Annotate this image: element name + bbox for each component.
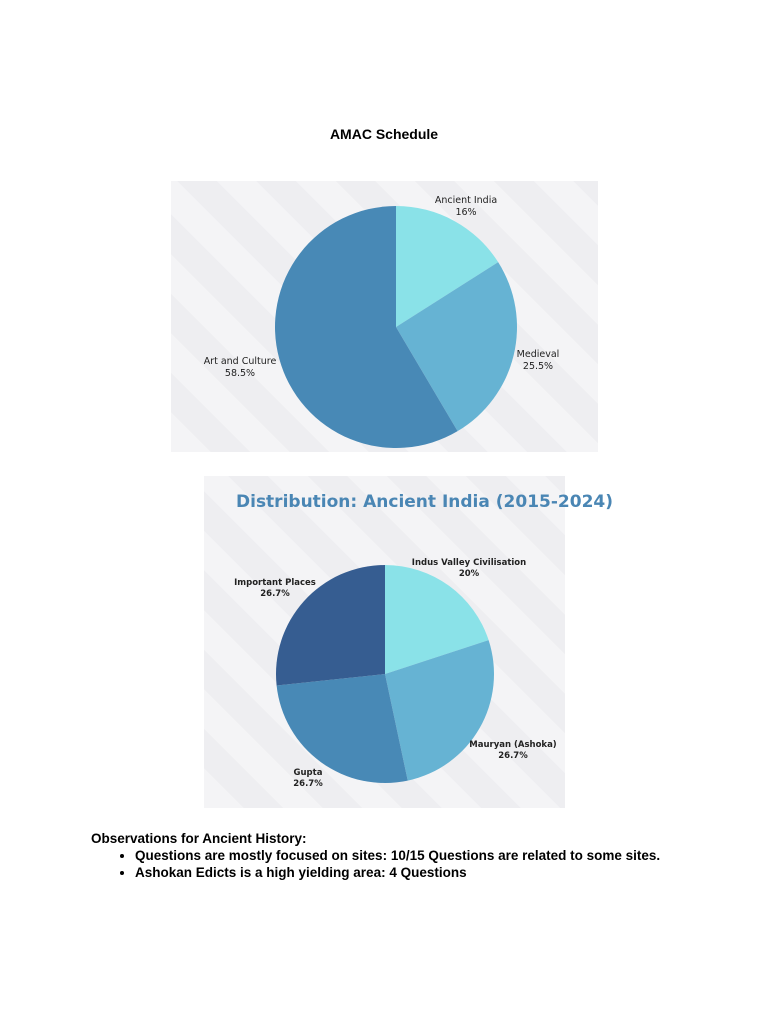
page-title: AMAC Schedule bbox=[329, 126, 439, 142]
pie-label-name: Mauryan (Ashoka) bbox=[469, 740, 557, 750]
observation-item: • Ashokan Edicts is a high yielding area: 4 Questions bbox=[135, 864, 751, 881]
pie-label-name: Ancient India bbox=[434, 195, 498, 206]
pie-label-value: 26.7% bbox=[293, 779, 323, 789]
pie-label-value: 58.5% bbox=[224, 368, 256, 379]
pie-label-value: 16% bbox=[455, 207, 477, 218]
observations-section bbox=[91, 830, 751, 881]
pie-label-name: Indus Valley Civilisation bbox=[411, 558, 527, 568]
pie-label-name: Important Places bbox=[234, 578, 316, 588]
pie-label-value: 26.7% bbox=[260, 589, 290, 599]
chart-title: Distribution: Ancient India (2015-2024) bbox=[236, 492, 613, 512]
pie-chart-ancient-india bbox=[204, 476, 565, 808]
pie-label-name: Gupta bbox=[293, 768, 323, 778]
pie-chart-amac bbox=[171, 181, 598, 452]
pie-label-name: Medieval bbox=[516, 349, 560, 360]
observation-item: • Questions are mostly focused on sites: 10/15 Questions are related to some sites. bbox=[135, 847, 751, 864]
pie-chart-panel-ancient-india bbox=[204, 476, 613, 808]
pie-chart-panel-amac bbox=[171, 181, 598, 452]
pie-label-value: 20% bbox=[458, 569, 480, 579]
pie-slice-gupta bbox=[277, 674, 408, 783]
observations-heading: Observations for Ancient History: bbox=[91, 831, 307, 846]
pie-label-name: Art and Culture bbox=[203, 356, 277, 367]
pie-label-value: 26.7% bbox=[498, 751, 528, 761]
pie-label-value: 25.5% bbox=[522, 361, 554, 372]
observations-list bbox=[91, 847, 751, 881]
